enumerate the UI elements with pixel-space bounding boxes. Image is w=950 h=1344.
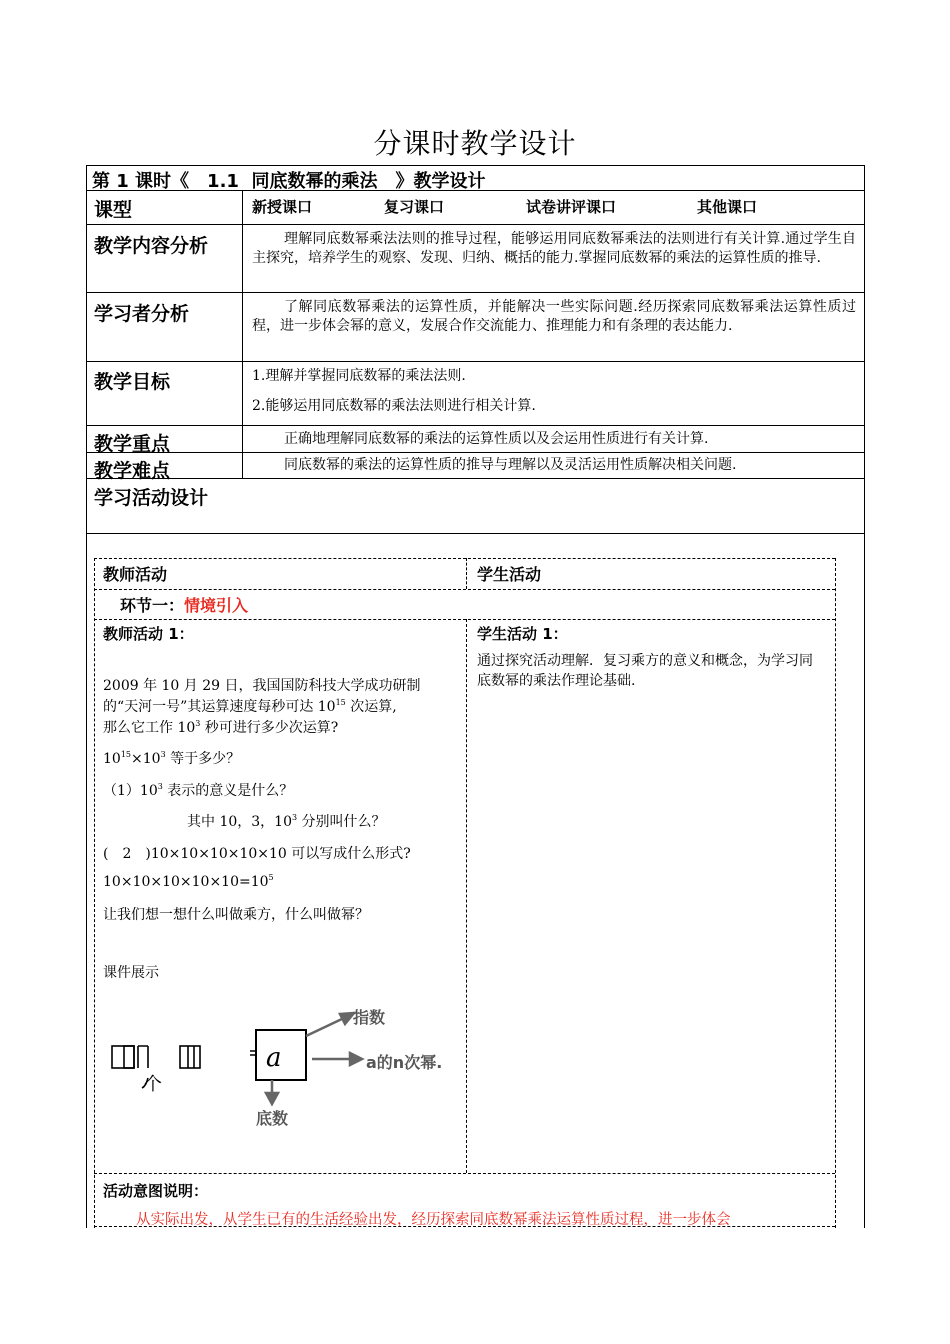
exponent-arrow-head — [340, 1013, 354, 1024]
difficulty-text: 同底数幂的乘法的运算性质的推导与理解以及灵活运用性质解决相关问题. — [284, 457, 737, 473]
goal-item: 2.能够运用同底数幂的乘法法则进行相关计算. — [252, 398, 536, 414]
stage-prefix: 环节一： — [120, 596, 185, 615]
lesson-type-option-review[interactable]: 复习课口 — [384, 198, 445, 216]
story-text: 那么它工作 10 — [103, 720, 196, 736]
exponent: 3 — [292, 813, 298, 822]
exponent-arrow — [306, 1018, 344, 1036]
activity-table-right — [835, 558, 836, 1228]
question-text: （1）10 — [103, 783, 158, 799]
key-point-label: 教学重点 — [94, 433, 171, 455]
story-line-3 — [103, 717, 338, 737]
story-line-2 — [103, 696, 397, 716]
exponent-label: 指数 — [353, 1008, 386, 1027]
activity-table-top — [94, 558, 835, 559]
table-border-right — [864, 165, 865, 1228]
page-title: 分课时教学设计 — [373, 127, 577, 160]
goals-label: 教学目标 — [94, 371, 171, 393]
fragment-glyph: 个 — [144, 1074, 162, 1095]
story-line-1: 2009 年 10 月 29 日，我国国防科技大学成功研制 — [103, 678, 421, 694]
courseware-label: 课件展示 — [103, 965, 159, 981]
table-row-divider — [86, 452, 865, 453]
power-arrow-head — [350, 1053, 362, 1065]
activity-design-label: 学习活动设计 — [94, 487, 209, 509]
question-text: 表示的意义是什么？ — [162, 783, 294, 799]
table-column-divider — [242, 190, 243, 478]
student-activity-1-label: 学生活动 1： — [477, 625, 568, 643]
question-text: 10 — [103, 751, 121, 767]
question-1 — [103, 780, 293, 800]
story-text: 次运算, — [345, 699, 397, 715]
table-row-divider — [86, 533, 865, 534]
learner-analysis-text: 了解同底数幂乘法的运算性质，并能解决一些实际问题.经历探索同底数幂乘法运算性质过程，进一步体会幂的意义，发展合作交流能力、推理能力和有条理的表达能力. — [252, 299, 856, 334]
question-2: ( 2 )10×10×10×10×10 可以写成什么形式? — [103, 846, 411, 862]
story-text: 秒可进行多少次运算? — [200, 720, 339, 736]
question-text: 其中 10，3，10 — [187, 814, 292, 830]
exponent: 15 — [335, 698, 346, 707]
student-activity-header: 学生活动 — [477, 565, 542, 584]
lesson-header: 第 1 课时《 1.1 同底数幂的乘法 》教学设计 — [92, 171, 486, 192]
activity-table-left — [94, 558, 95, 1228]
intent-label: 活动意图说明： — [103, 1182, 209, 1200]
table-border-top — [86, 165, 865, 166]
exponent: 5 — [268, 873, 274, 882]
activity-table-divider — [94, 589, 835, 590]
content-analysis-label: 教学内容分析 — [94, 235, 209, 257]
question-text: 等于多少？ — [165, 751, 241, 767]
activity-table-divider — [94, 1173, 835, 1174]
learner-analysis-label: 学习者分析 — [94, 303, 190, 325]
base-arrow-head — [266, 1093, 278, 1104]
table-border-left — [86, 165, 87, 1228]
base-letter: a — [266, 1043, 282, 1073]
base-label: 底数 — [256, 1109, 289, 1128]
exponent: 3 — [157, 782, 163, 791]
table-row-divider — [86, 361, 865, 362]
table-row-divider — [86, 224, 865, 225]
key-point-text: 正确地理解同底数幂的乘法的运算性质以及会运用性质进行有关计算. — [284, 431, 709, 447]
activity-table-divider — [94, 619, 835, 620]
student-activity-text: 通过探究活动理解．复习乘方的意义和概念，为学习同底数幂的乘法作理论基础. — [477, 653, 813, 689]
question-text: ×10 — [131, 751, 161, 767]
stage-name: 情境引入 — [184, 596, 249, 615]
equation — [103, 874, 274, 890]
table-row-divider — [86, 425, 865, 426]
exponent: 3 — [195, 719, 201, 728]
exponent: 3 — [160, 750, 166, 759]
story-text: 的“天河一号”其运算速度每秒可达 10 — [103, 699, 336, 715]
lesson-type-label: 课型 — [94, 199, 133, 221]
equation-text: 10×10×10×10×10=10 — [103, 874, 269, 890]
question-main — [103, 748, 240, 768]
exponent: 15 — [120, 750, 132, 759]
lesson-type-option-other[interactable]: 其他课口 — [697, 198, 758, 216]
difficulty-label: 教学难点 — [94, 460, 171, 482]
question-1b — [187, 811, 386, 831]
activity-table-col-divider — [466, 558, 467, 589]
question-3: 让我们想一想什么叫做乘方，什么叫做幂？ — [103, 907, 369, 923]
activity-table-col-divider — [466, 619, 467, 1173]
teacher-activity-1-label: 教师活动 1： — [103, 625, 194, 643]
table-row-divider — [86, 478, 865, 479]
goal-item: 1.理解并掌握同底数幂的乘法法则. — [252, 368, 466, 384]
fragment-boxes — [112, 1046, 260, 1068]
lesson-type-option-new[interactable]: 新授课口 — [252, 198, 313, 216]
question-text: 分别叫什么？ — [297, 814, 386, 830]
content-analysis-text: 理解同底数幂乘法法则的推导过程，能够运用同底数幂乘法的法则进行有关计算.通过学生自主探究，培养学生的观察、发现、归纳、概括的能力.掌握同底数幂的乘法的运算性质的推导. — [252, 231, 856, 266]
table-row-divider — [86, 292, 865, 293]
lesson-type-option-exam[interactable]: 试卷讲评课口 — [526, 198, 617, 216]
teacher-activity-header: 教师活动 — [103, 565, 168, 584]
power-label: a的n次幂. — [366, 1053, 443, 1072]
intent-text: 从实际出发，从学生已有的生活经验出发，经历探索同底数幂乘法运算性质过程，进一步体会 — [136, 1212, 731, 1228]
